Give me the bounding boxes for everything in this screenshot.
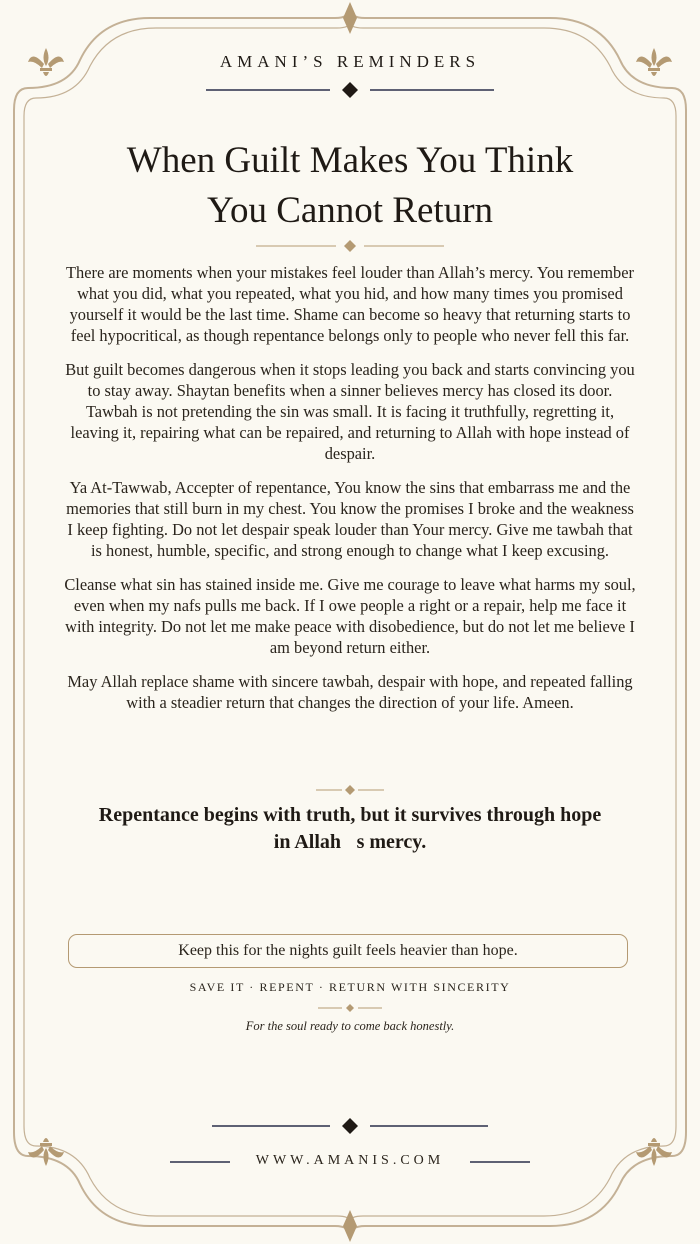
body-paragraph: There are moments when your mistakes feel louder than Allah’s mercy. You remember what you did, what you repeated, what you hid, and how many times you promised yourself it would be the last time. Shame can become so heavy that returning starts to feel hypocritical, as though repentance belongs only to people who never fell this far. bbox=[66, 263, 634, 345]
website-link[interactable]: WWW.AMANIS.COM bbox=[255, 1153, 445, 1168]
header-divider bbox=[206, 82, 494, 98]
body-end-divider bbox=[316, 785, 384, 795]
body-paragraph: Ya At-Tawwab, Accepter of repentance, You know the sins that embarrass me and the memories that still burn in my chest. You know the promises I broke and the weakness I keep fighting. Do not let despair speak louder than Your mercy. Give me tawbah that is honest, humble, specific, and strong enough to change what I keep excusing. bbox=[66, 478, 634, 560]
footer-small-divider bbox=[318, 1004, 382, 1012]
body-text bbox=[62, 262, 638, 726]
body-paragraph: But guilt becomes dangerous when it stops leading you back and starts convincing you to stay away. Shaytan benefits when a sinner believes mercy has closed its door. Tawbah is not pretending the sin was small. It is facing it truthfully, regretting it, leaving it, repairing what can be repaired, and returning to Allah with hope instead of despair. bbox=[65, 360, 635, 463]
title-divider bbox=[256, 240, 444, 252]
diamond-icon bbox=[342, 1118, 358, 1134]
title-line-2: You Cannot Return bbox=[206, 190, 494, 231]
closing-line-1: Repentance begins with truth, but it survives through hope bbox=[98, 804, 602, 826]
diamond-icon bbox=[342, 82, 358, 98]
brand-header: AMANI’S REMINDERS bbox=[219, 52, 481, 71]
diamond-icon bbox=[346, 1004, 354, 1012]
title-line-1: When Guilt Makes You Think bbox=[126, 140, 574, 181]
diamond-icon bbox=[345, 785, 355, 795]
diamond-icon bbox=[344, 240, 356, 252]
closing-statement bbox=[80, 802, 620, 856]
closing-line-2: in Allah s mercy. bbox=[273, 831, 427, 853]
body-paragraph: Cleanse what sin has stained inside me. Give me courage to leave what harms my soul, even when my nafs pulls me back. If I owe people a right or a repair, help me face it with integrity. Do not let me make peace with disobedience, but do not let me believe I am beyond return either. bbox=[64, 575, 636, 657]
action-steps: SAVE IT · REPENT · RETURN WITH SINCERITY bbox=[189, 980, 511, 994]
body-paragraph: May Allah replace shame with sincere tawbah, despair with hope, and repeated falling with a steadier return that changes the direction of your life. Ameen. bbox=[67, 672, 633, 712]
page-title bbox=[60, 136, 640, 236]
keep-note-box: Keep this for the nights guilt feels heavier than hope. bbox=[68, 934, 628, 968]
bottom-ornament-icon bbox=[343, 1210, 357, 1242]
bottom-divider bbox=[212, 1118, 488, 1134]
top-ornament-icon bbox=[343, 2, 357, 34]
tagline: For the soul ready to come back honestly. bbox=[245, 1019, 455, 1033]
